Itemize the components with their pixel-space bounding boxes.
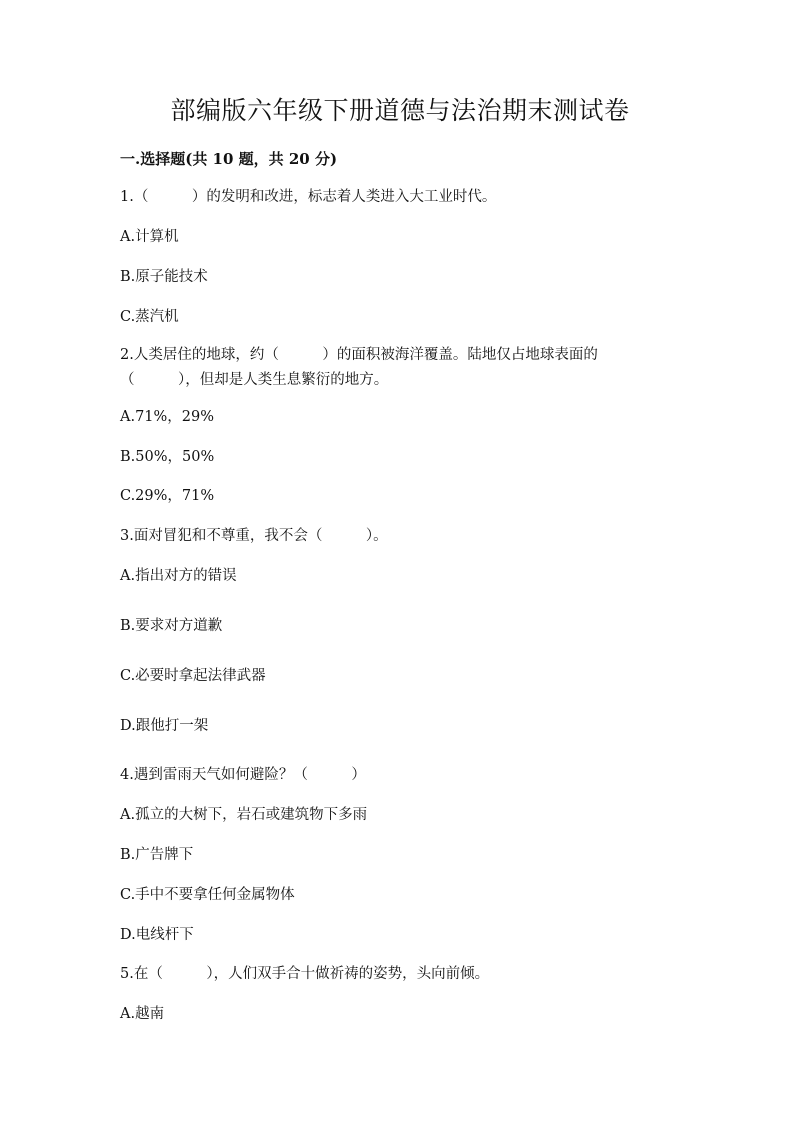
section-heading: 一.选择题(共 10 题，共 20 分) [120, 150, 338, 168]
question-2-stem: 2.人类居住的地球，约（ ）的面积被海洋覆盖。陆地仅占地球表面的（ ），但却是人类生息繁衍的地方。 [120, 347, 598, 388]
question-4-option-c: C.手中不要拿任何金属物体 [120, 887, 295, 903]
question-4-stem: 4.遇到雷雨天气如何避险？（ ） [120, 767, 366, 783]
question-1-option-b: B.原子能技术 [120, 269, 208, 285]
question-5-stem: 5.在（ ），人们双手合十做祈祷的姿势，头向前倾。 [120, 966, 490, 982]
question-4-option-a: A.孤立的大树下，岩石或建筑物下多雨 [120, 807, 368, 823]
question-3-stem: 3.面对冒犯和不尊重，我不会（ ）。 [120, 528, 388, 544]
question-4-option-b: B.广告牌下 [120, 847, 194, 863]
question-2-option-c: C.29%，71% [120, 488, 215, 504]
question-4-option-d: D.电线杆下 [120, 927, 194, 943]
question-3-option-b: B.要求对方道歉 [120, 618, 223, 634]
question-3-option-a: A.指出对方的错误 [120, 568, 237, 584]
question-1-stem: 1.（ ）的发明和改进，标志着人类进入大工业时代。 [120, 189, 497, 205]
question-1-option-a: A.计算机 [120, 229, 179, 245]
question-5-option-a: A.越南 [120, 1006, 165, 1022]
question-3-option-d: D.跟他打一架 [120, 718, 209, 734]
question-2-option-a: A.71%，29% [120, 409, 215, 425]
question-3-option-c: C.必要时拿起法律武器 [120, 668, 266, 684]
page-title: 部编版六年级下册道德与法治期末测试卷 [170, 96, 630, 125]
question-1-option-c: C.蒸汽机 [120, 309, 179, 325]
question-2-option-b: B.50%，50% [120, 449, 215, 465]
